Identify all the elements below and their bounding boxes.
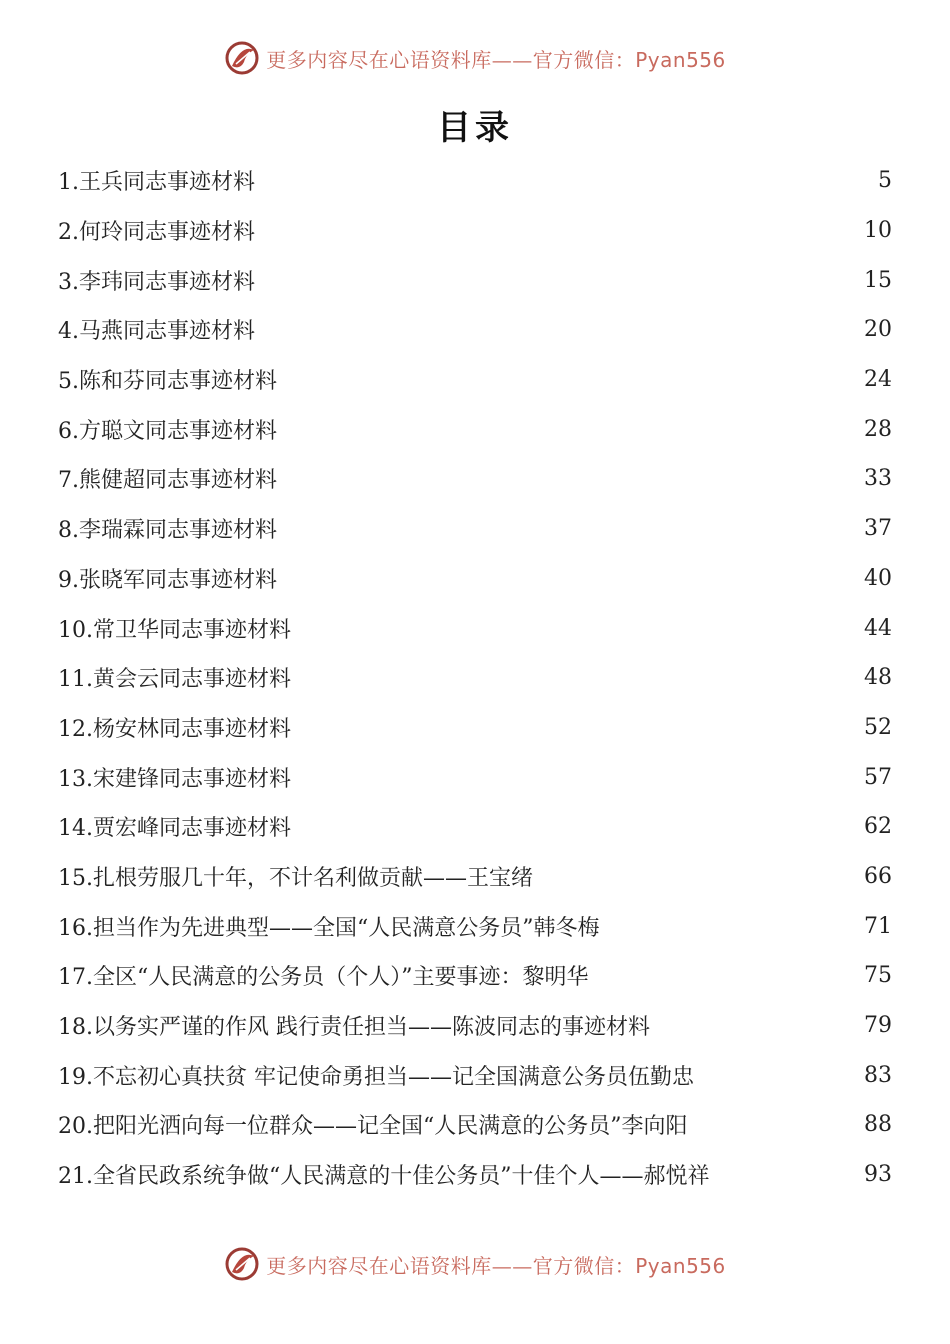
toc-leader-dots — [601, 916, 862, 938]
toc-entry[interactable] — [58, 653, 892, 703]
toc-entry[interactable] — [58, 206, 892, 256]
toc-entry-title: 2.何玲同志事迹材料 — [58, 220, 255, 246]
toc-leader-dots — [711, 1165, 862, 1187]
footer-banner-text — [266, 1250, 726, 1279]
toc-entry-title: 20.把阳光洒向每一位群众——记全国“人民满意的公务员”李向阳 — [58, 1114, 688, 1140]
toc-entry[interactable] — [58, 951, 892, 1001]
toc-entry-page-number: 75 — [864, 963, 892, 989]
toc-entry[interactable] — [58, 1100, 892, 1150]
toc-leader-dots — [279, 469, 862, 491]
toc-entry-title: 17.全区“人民满意的公务员（个人）”主要事迹：黎明华 — [58, 965, 589, 991]
toc-entry-page-number: 10 — [864, 218, 892, 244]
toc-entry[interactable] — [58, 703, 892, 753]
toc-entry[interactable] — [58, 156, 892, 206]
header-wechat-id: Pyan556 — [635, 47, 726, 72]
toc-entry-page-number: 33 — [864, 466, 892, 492]
header-banner-text — [266, 44, 726, 73]
toc-entry-page-number: 5 — [878, 168, 892, 194]
toc-entry[interactable] — [58, 554, 892, 604]
toc-entry-page-number: 62 — [864, 814, 892, 840]
toc-entry-title: 10.常卫华同志事迹材料 — [58, 617, 291, 643]
toc-leader-dots — [293, 668, 862, 690]
page-title: 目录 — [437, 108, 513, 148]
toc-entry[interactable] — [58, 305, 892, 355]
toc-leader-dots — [279, 568, 862, 590]
toc-leader-dots — [257, 171, 876, 193]
toc-entry-title: 16.担当作为先进典型——全国“人民满意公务员”韩冬梅 — [58, 915, 600, 941]
toc-leader-dots — [696, 1065, 862, 1087]
toc-entry[interactable] — [58, 504, 892, 554]
toc-entry-title: 5.陈和芬同志事迹材料 — [58, 369, 277, 395]
toc-entry[interactable] — [58, 901, 892, 951]
toc-entry-page-number: 37 — [864, 516, 892, 542]
toc-entry-title: 21.全省民政系统争做“人民满意的十佳公务员”十佳个人——郝悦祥 — [58, 1164, 710, 1190]
toc-entry[interactable] — [58, 454, 892, 504]
toc-entry-title: 4.马燕同志事迹材料 — [58, 319, 255, 345]
toc-entry-page-number: 20 — [864, 317, 892, 343]
toc-entry-page-number: 88 — [864, 1112, 892, 1138]
toc-entry-page-number: 48 — [864, 665, 892, 691]
toc-entry[interactable] — [58, 603, 892, 653]
toc-entry-title: 11.黄会云同志事迹材料 — [58, 667, 291, 693]
footer-banner-message: 更多内容尽在心语资料库——官方微信： — [266, 1253, 636, 1278]
footer-banner-content — [224, 1246, 726, 1282]
toc-entry-page-number: 15 — [864, 267, 892, 293]
brand-logo-icon — [224, 1246, 260, 1282]
table-of-contents — [58, 156, 892, 1199]
toc-leader-dots — [293, 767, 862, 789]
toc-leader-dots — [590, 966, 862, 988]
toc-leader-dots — [652, 1016, 862, 1038]
toc-entry-title: 19.不忘初心真扶贫 牢记使命勇担当——记全国满意公务员伍勤忠 — [58, 1064, 694, 1090]
toc-entry-title: 14.贾宏峰同志事迹材料 — [58, 816, 291, 842]
toc-leader-dots — [279, 419, 862, 441]
toc-entry-title: 15.扎根劳服几十年，不计名利做贡献——王宝绪 — [58, 865, 533, 891]
footer-banner — [0, 1244, 950, 1284]
toc-entry[interactable] — [58, 355, 892, 405]
toc-entry[interactable] — [58, 802, 892, 852]
toc-entry-title: 1.王兵同志事迹材料 — [58, 170, 255, 196]
toc-entry-page-number: 44 — [864, 615, 892, 641]
toc-entry-page-number: 71 — [864, 913, 892, 939]
toc-leader-dots — [535, 866, 862, 888]
toc-entry-title: 8.李瑞霖同志事迹材料 — [58, 518, 277, 544]
toc-entry-page-number: 57 — [864, 764, 892, 790]
toc-entry[interactable] — [58, 1150, 892, 1200]
toc-entry-title: 12.杨安林同志事迹材料 — [58, 716, 291, 742]
toc-entry-page-number: 52 — [864, 714, 892, 740]
toc-leader-dots — [257, 221, 862, 243]
toc-entry[interactable] — [58, 255, 892, 305]
toc-entry[interactable] — [58, 1050, 892, 1100]
toc-leader-dots — [689, 1115, 862, 1137]
toc-entry-page-number: 93 — [864, 1162, 892, 1188]
toc-leader-dots — [293, 618, 862, 640]
toc-entry-title: 9.张晓军同志事迹材料 — [58, 567, 277, 593]
toc-leader-dots — [257, 270, 862, 292]
toc-leader-dots — [293, 717, 862, 739]
toc-entry-page-number: 28 — [864, 416, 892, 442]
toc-entry-page-number: 40 — [864, 565, 892, 591]
toc-entry-title: 6.方聪文同志事迹材料 — [58, 418, 277, 444]
toc-entry-page-number: 83 — [864, 1062, 892, 1088]
header-banner — [0, 38, 950, 78]
toc-entry-title: 13.宋建锋同志事迹材料 — [58, 766, 291, 792]
toc-entry[interactable] — [58, 752, 892, 802]
toc-leader-dots — [279, 370, 862, 392]
footer-wechat-id: Pyan556 — [635, 1253, 726, 1278]
toc-entry[interactable] — [58, 1001, 892, 1051]
toc-entry-title: 7.熊健超同志事迹材料 — [58, 468, 277, 494]
toc-entry[interactable] — [58, 404, 892, 454]
brand-logo-icon — [224, 40, 260, 76]
toc-entry-page-number: 79 — [864, 1013, 892, 1039]
toc-entry-title: 3.李玮同志事迹材料 — [58, 269, 255, 295]
header-banner-content — [224, 40, 726, 76]
toc-entry-title: 18.以务实严谨的作风 践行责任担当——陈波同志的事迹材料 — [58, 1015, 650, 1041]
toc-entry-page-number: 24 — [864, 367, 892, 393]
toc-entry-page-number: 66 — [864, 863, 892, 889]
toc-leader-dots — [279, 519, 862, 541]
toc-leader-dots — [293, 817, 862, 839]
toc-leader-dots — [257, 320, 862, 342]
header-banner-message: 更多内容尽在心语资料库——官方微信： — [266, 47, 636, 72]
toc-entry[interactable] — [58, 852, 892, 902]
